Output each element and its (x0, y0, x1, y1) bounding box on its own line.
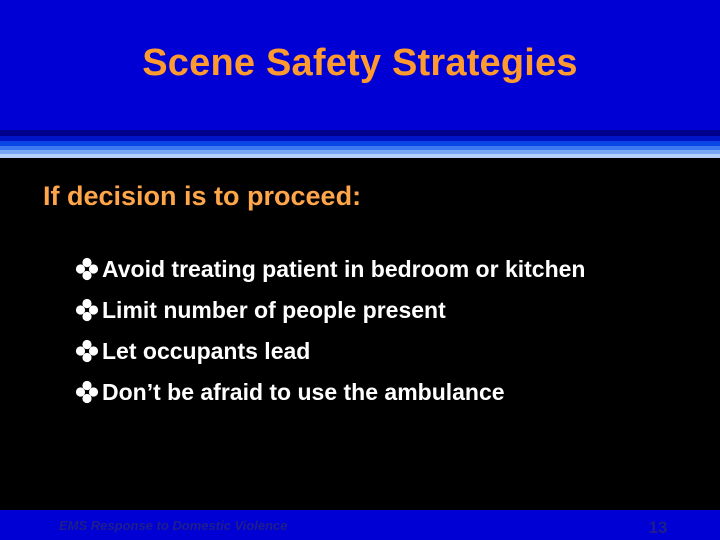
bullet-text: Limit number of people present (102, 296, 446, 323)
section-heading: If decision is to proceed: (43, 181, 362, 211)
slide-title: Scene Safety Strategies (142, 42, 578, 84)
footer-text: EMS Response to Domestic Violence (59, 518, 288, 533)
bullet-item (75, 295, 585, 325)
bullet-text: Avoid treating patient in bedroom or kitchen (102, 255, 586, 282)
bullet-text: Don’t be afraid to use the ambulance (102, 378, 505, 405)
diamond-bullet-icon (75, 380, 102, 404)
bullet-list (75, 254, 585, 418)
title-divider-stripe (0, 154, 720, 158)
diamond-bullet-icon (75, 257, 102, 281)
bullet-item (75, 336, 585, 366)
diamond-bullet-icon (75, 298, 102, 322)
bullet-item (75, 254, 585, 284)
diamond-bullet-icon (75, 339, 102, 363)
bullet-item (75, 377, 585, 407)
slide-number: 13 (648, 518, 668, 537)
bullet-text: Let occupants lead (102, 337, 311, 364)
